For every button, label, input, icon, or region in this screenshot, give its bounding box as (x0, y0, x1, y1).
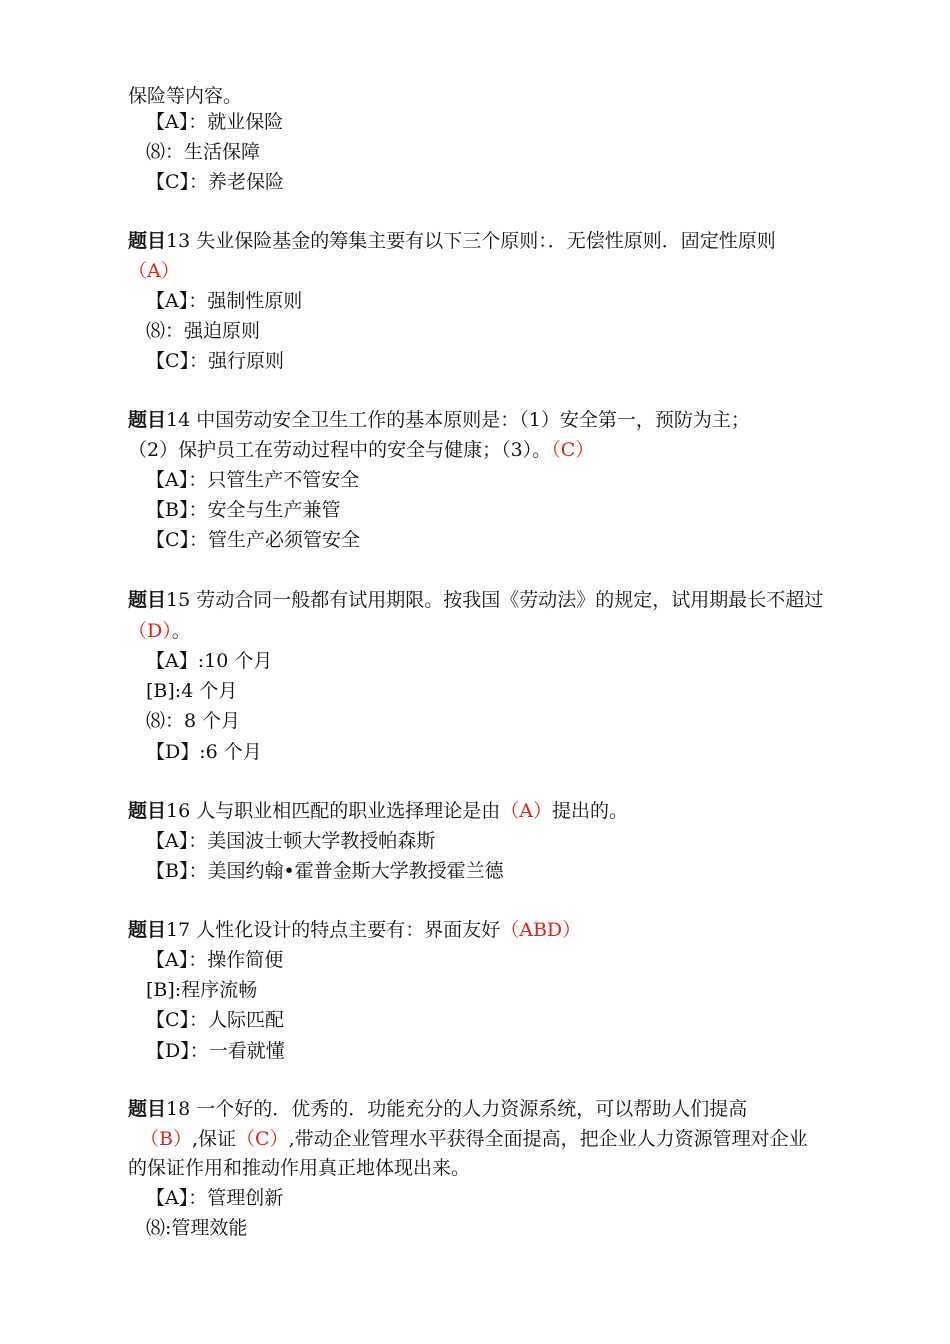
answer-mark-1: （B） (140, 1128, 192, 1150)
q18-text: 18 一个好的．优秀的．功能充分的人力资源系统，可以帮助人们提高 (166, 1098, 748, 1120)
question-label: 题目 (128, 230, 167, 252)
q13-option-c: 【C】：强行原则 (146, 350, 285, 372)
q18-text-2: ,保证 (191, 1128, 237, 1150)
q18-stem (128, 1097, 747, 1121)
q18-option-a: 【A】：管理创新 (146, 1187, 284, 1209)
q14-option-a: 【A】：只管生产不管安全 (146, 469, 360, 491)
q14-option-b: 【B】：安全与生产兼管 (146, 499, 341, 521)
question-label: 题目 (128, 919, 167, 941)
q15-stem (128, 588, 823, 612)
q18-option-b: ⑻:管理效能 (146, 1217, 248, 1239)
question-label: 题目 (128, 589, 167, 611)
q17-option-d: 【D】：一看就懂 (146, 1040, 285, 1062)
question-label: 题目 (128, 409, 167, 431)
q12-option-b: ⑻：生活保障 (146, 141, 261, 163)
q16-option-a: 【A】：美国波士顿大学教授帕森斯 (146, 830, 436, 852)
q16-text: 16 人与职业相匹配的职业选择理论是由 (166, 800, 501, 822)
q15-text-2: 。 (171, 620, 191, 642)
q13-answer (128, 259, 180, 283)
q14-stem-cont (128, 438, 594, 462)
q17-option-c: 【C】：人际匹配 (146, 1009, 285, 1031)
q15-option-b: [B]:4 个月 (146, 680, 238, 702)
q13-text: 13 失业保险基金的筹集主要有以下三个原则：．无偿性原则．固定性原则 (166, 230, 776, 252)
q15-option-d: 【D】:6 个月 (146, 741, 262, 763)
q14-text: 14 中国劳动安全卫生工作的基本原则是：（1）安全第一，预防为主； (166, 409, 750, 431)
q18-text-3: ,带动企业管理水平获得全面提高，把企业人力资源管理对企业 (288, 1128, 808, 1150)
q18-stem-cont (140, 1127, 808, 1151)
q15-answer (128, 619, 191, 643)
answer-mark: （A） (500, 800, 552, 822)
answer-mark: （D） (128, 620, 172, 642)
question-label: 题目 (128, 1098, 167, 1120)
answer-mark: （ABD） (500, 919, 582, 941)
q16-stem (128, 799, 628, 823)
q15-option-a: 【A】:10 个月 (146, 650, 273, 672)
q12-option-c: 【C】：养老保险 (146, 171, 285, 193)
q15-option-c: ⑻：8 个月 (146, 710, 241, 732)
q13-option-a: 【A】：强制性原则 (146, 290, 303, 312)
q17-option-a: 【A】：操作简便 (146, 949, 284, 971)
q16-option-b: 【B】：美国约翰•霍普金斯大学教授霍兰德 (146, 860, 504, 882)
q12-option-a: 【A】：就业保险 (146, 111, 284, 133)
q18-stem-end: 的保证作用和推动作用真正地体现出来。 (128, 1157, 471, 1179)
q17-text: 17 人性化设计的特点主要有：界面友好 (166, 919, 501, 941)
answer-mark: （C） (551, 439, 595, 461)
q13-option-b: ⑻：强迫原则 (146, 320, 261, 342)
q14-text-2: （2）保护员工在劳动过程中的安全与健康；（3）。 (128, 439, 552, 461)
q13-stem (128, 229, 776, 253)
q15-text: 15 劳动合同一般都有试用期限。按我国《劳动法》的规定，试用期最长不超过 (166, 589, 824, 611)
q16-text-2: 提出的。 (551, 800, 628, 822)
answer-mark: （A） (128, 260, 180, 282)
q17-option-b: [B]:程序流畅 (146, 979, 258, 1001)
q17-stem (128, 918, 581, 942)
intro-text: 保险等内容。 (128, 85, 243, 107)
question-label: 题目 (128, 800, 167, 822)
answer-mark-2: （C） (236, 1128, 289, 1150)
q14-option-c: 【C】：管生产必须管安全 (146, 529, 361, 551)
q14-stem (128, 408, 750, 432)
